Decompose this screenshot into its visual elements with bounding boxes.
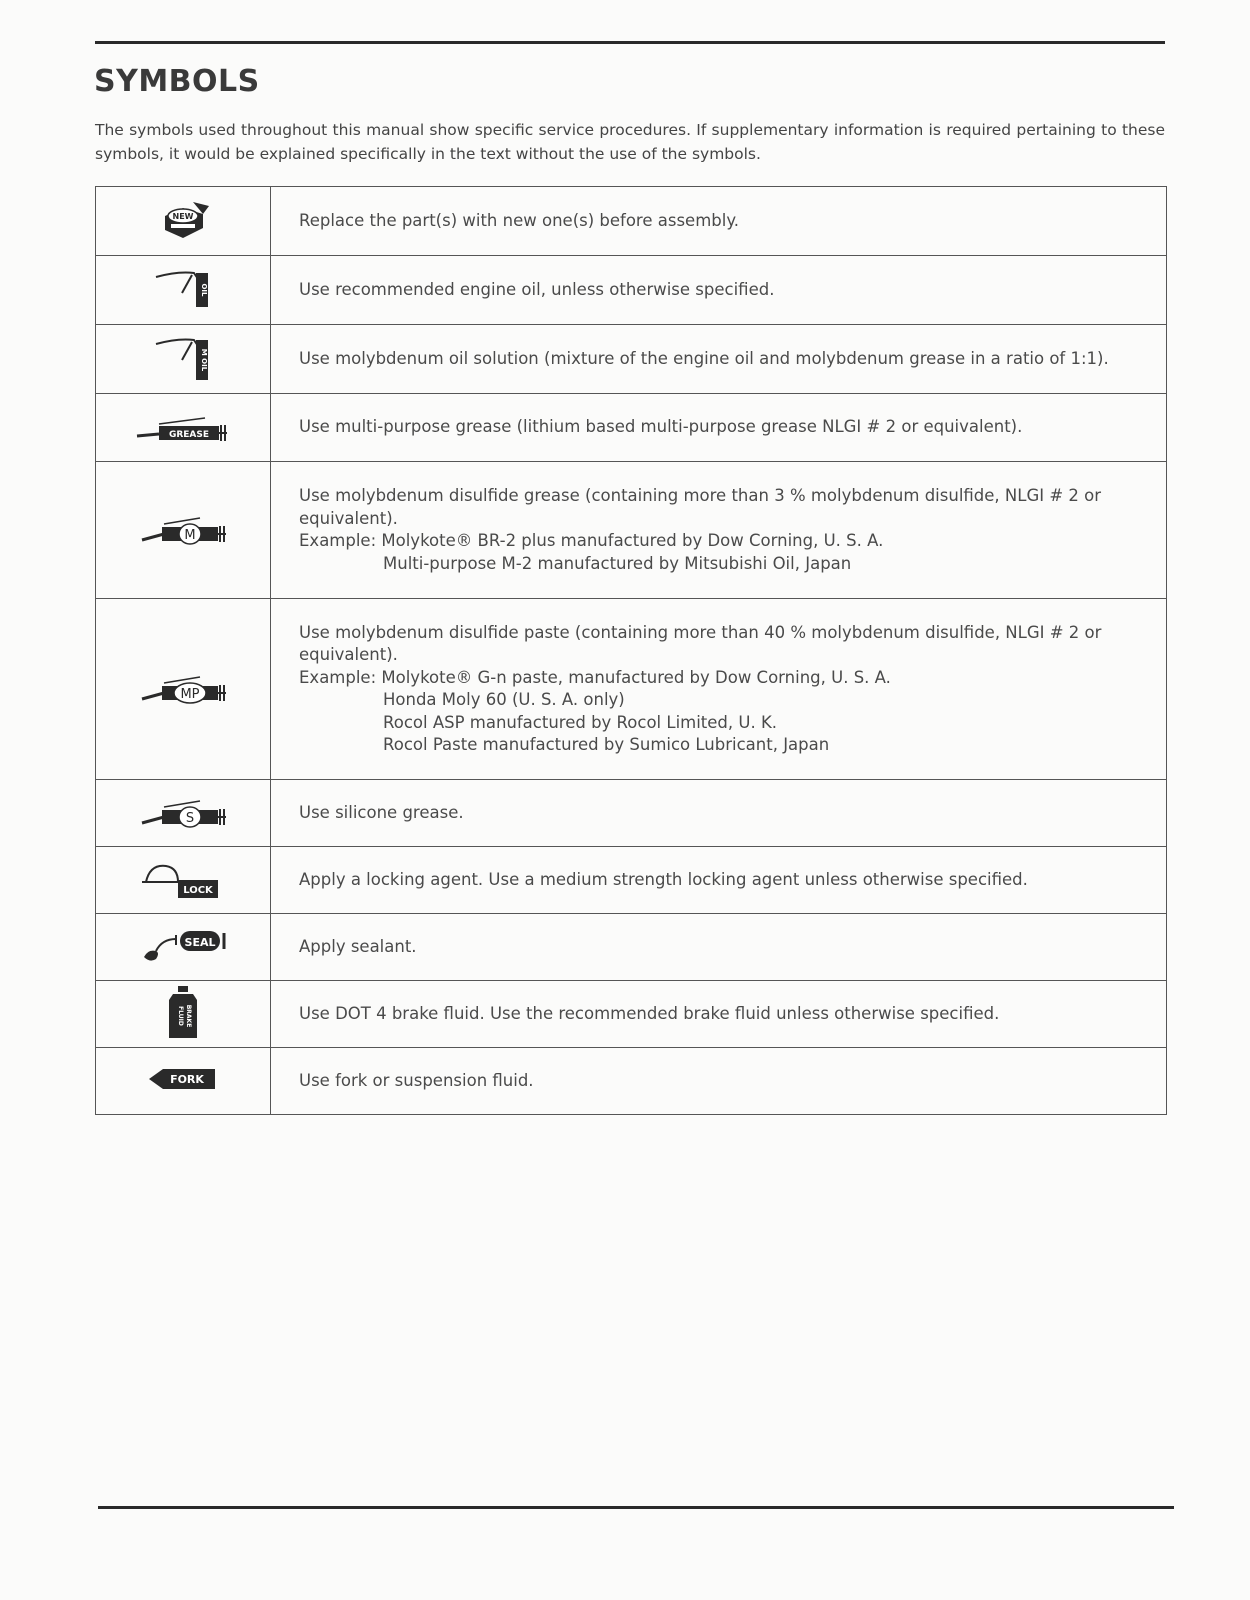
silicone-grease-icon [138,791,228,835]
svg-text:FLUID: FLUID [177,1006,184,1026]
symbol-icon-cell [96,914,271,981]
symbol-description [271,394,1167,462]
svg-text:GREASE: GREASE [168,429,210,440]
svg-text:M OIL: M OIL [200,348,208,372]
symbol-description [271,599,1167,780]
intro-paragraph: The symbols used throughout this manual show specific service procedures. If supplementary information is required pertaining to these symbols, it would be explained specifically in the text without the use of the symbols. [95,121,1165,163]
symbol-description [271,981,1167,1048]
sealant-icon [138,925,228,969]
engine-oil-icon [148,263,218,317]
symbol-icon-cell [96,256,271,325]
symbol-icon-cell [96,981,271,1048]
symbols-table [95,186,1167,1115]
symbol-row [96,981,1167,1048]
symbol-icon-cell [96,1048,271,1115]
brake-fluid-icon [163,984,203,1044]
symbol-description [271,847,1167,914]
description-line: Use molybdenum disulfide grease (containing more than 3 % molybdenum disulfide, NLGI # 2 or equivalent). [299,486,1102,528]
bottom-rule [98,1506,1174,1509]
description-line: Use DOT 4 brake fluid. Use the recommended brake fluid unless otherwise specified. [299,1003,1000,1023]
symbol-icon-cell [96,325,271,394]
symbol-row [96,187,1167,256]
description-line: Use silicone grease. [299,802,464,822]
moly-paste-icon [138,667,228,711]
example-line: Multi-purpose M-2 manufactured by Mitsubishi Oil, Japan [383,553,852,573]
symbol-description [271,462,1167,599]
svg-text:FORK: FORK [170,1073,204,1086]
symbol-row [96,914,1167,981]
symbol-description [271,780,1167,847]
symbol-icon-cell [96,780,271,847]
svg-text:SEAL: SEAL [184,936,216,949]
description-line: Use multi-purpose grease (lithium based multi-purpose grease NLGI # 2 or equivalent). [299,417,1023,437]
svg-text:S: S [185,811,195,826]
page-title: SYMBOLS [94,64,260,99]
symbol-description [271,256,1167,325]
symbol-row [96,256,1167,325]
symbol-description [271,187,1167,256]
symbol-icon-cell [96,847,271,914]
svg-text:MP: MP [180,687,200,702]
symbol-icon-cell [96,599,271,780]
top-rule [95,41,1165,44]
svg-text:BRAKE: BRAKE [185,1004,192,1028]
symbol-icon-cell [96,462,271,599]
symbol-description [271,325,1167,394]
molybdenum-oil-icon [148,330,218,388]
symbol-icon-cell [96,187,271,256]
symbol-row [96,599,1167,780]
grease-icon [133,406,233,450]
description-line: Use molybdenum oil solution (mixture of the engine oil and molybdenum grease in a ratio of 1:1). [299,348,1109,368]
svg-text:LOCK: LOCK [183,885,213,896]
symbol-row [96,462,1167,599]
symbol-row [96,780,1167,847]
description-line: Apply a locking agent. Use a medium strength locking agent unless otherwise specified. [299,869,1028,889]
svg-text:OIL: OIL [200,283,208,297]
symbol-icon-cell [96,394,271,462]
example-line: Honda Moly 60 (U. S. A. only) [383,690,625,709]
description-line: Example: Molykote® BR-2 plus manufactured by Dow Corning, U. S. A. [299,531,884,550]
symbol-row [96,325,1167,394]
svg-text:NEW: NEW [172,212,194,221]
locking-agent-icon [138,856,228,904]
symbol-description [271,914,1167,981]
description-line: Replace the part(s) with new one(s) before assembly. [299,210,739,230]
description-line: Example: Molykote® G-n paste, manufactured by Dow Corning, U. S. A. [299,667,891,687]
svg-text:M: M [184,528,196,543]
fork-fluid-icon [143,1063,223,1099]
moly-grease-icon [138,508,228,552]
symbol-description [271,1048,1167,1115]
example-line: Rocol Paste manufactured by Sumico Lubricant, Japan [383,735,830,754]
symbol-row [96,1048,1167,1115]
symbol-row [96,847,1167,914]
symbol-row [96,394,1167,462]
description-line: Use molybdenum disulfide paste (containing more than 40 % molybdenum disulfide, NLGI # 2 or equivalent). [299,622,1102,664]
description-line: Use fork or suspension fluid. [299,1070,534,1090]
new-part-icon [153,196,213,246]
example-line: Rocol ASP manufactured by Rocol Limited, U. K. [383,712,778,732]
description-line: Use recommended engine oil, unless otherwise specified. [299,279,775,299]
description-line: Apply sealant. [299,936,417,956]
